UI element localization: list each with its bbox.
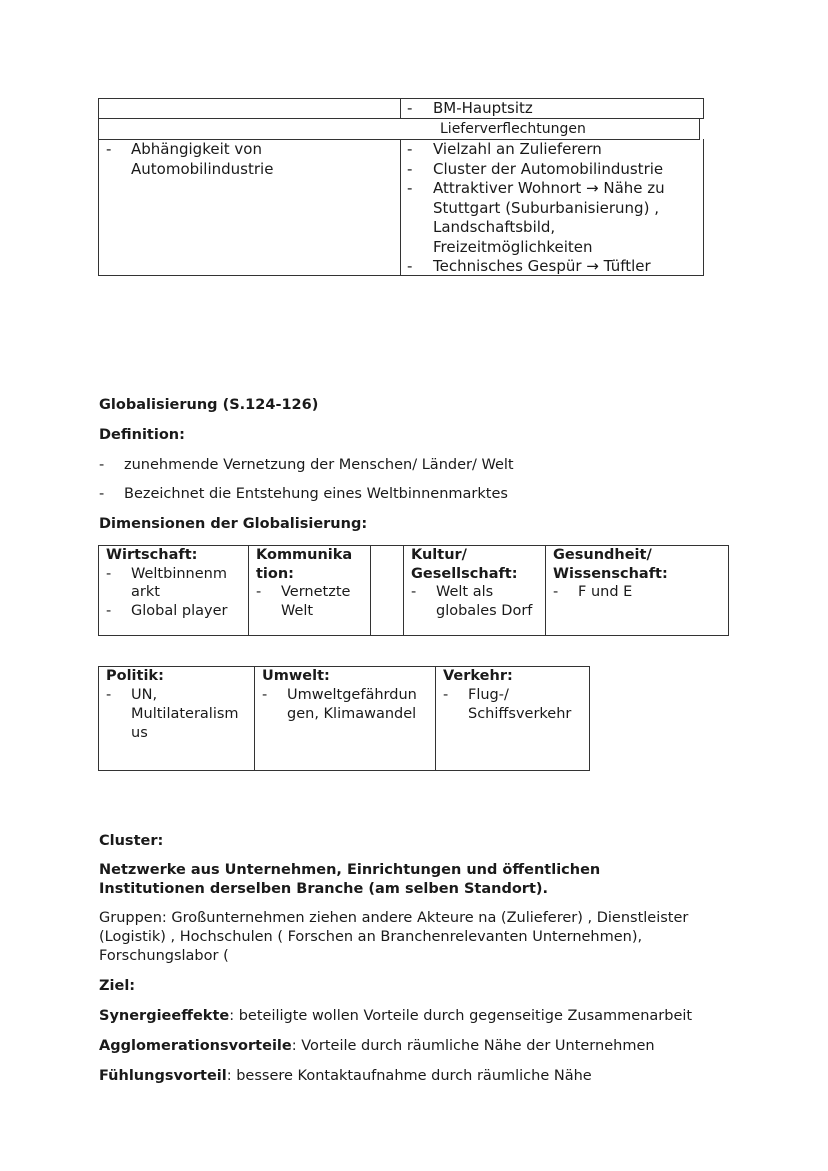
term-text: : Vorteile durch räumliche Nähe der Unternehmen <box>291 1038 655 1054</box>
kommunikation-item-1: Vernetzte Welt <box>281 584 351 619</box>
top-table-dash: - <box>407 179 413 197</box>
top-table-dash: - <box>407 140 413 158</box>
umwelt-item-1: Umweltgefährdun gen, Klimawandel <box>287 687 417 722</box>
gesundheit-head: Gesundheit/ Wissenschaft: <box>553 547 668 582</box>
list-dash: - <box>106 687 112 703</box>
def-item-2: Bezeichnet die Entstehung eines Weltbinnenmarktes <box>124 486 508 502</box>
cluster-groups: Gruppen: Großunternehmen ziehen andere Akteure na (Zulieferer) , Dienstleister (Logistik) , Hochschulen ( Forschen an Branchenrelevanten Unternehmen), Forschungslabor ( <box>99 910 689 964</box>
dimensions-label: Dimensionen der Globalisierung: <box>99 516 368 532</box>
term: Synergieeffekte <box>99 1008 230 1024</box>
right-item-4: Technisches Gespür → Tüftler <box>433 257 651 275</box>
politik-item-1: UN, Multilateralism us <box>131 687 239 741</box>
right-item-1: Vielzahl an Zulieferern <box>433 140 602 158</box>
list-dash: - <box>553 584 559 600</box>
kultur-item-1: Welt als globales Dorf <box>436 584 533 619</box>
definition-label: Definition: <box>99 427 185 443</box>
top-table-dash: - <box>407 99 413 117</box>
def-item-1: zunehmende Vernetzung der Menschen/ Länder/ Welt <box>124 457 514 473</box>
gesundheit-item-1: F und E <box>578 584 633 600</box>
cluster-label: Cluster: <box>99 833 164 849</box>
term-text: : beteiligte wollen Vorteile durch gegenseitige Zusammenarbeit <box>229 1008 693 1024</box>
term-text: : bessere Kontaktaufnahme durch räumliche Nähe <box>226 1068 592 1084</box>
lieferverflechtungen: Lieferverflechtungen <box>440 121 586 137</box>
list-dash: - <box>256 584 262 600</box>
def-dash: - <box>99 486 105 502</box>
bm-hauptsitz: BM-Hauptsitz <box>433 99 533 117</box>
kommunikation-head: Kommunika tion: <box>256 547 353 582</box>
list-dash: - <box>411 584 417 600</box>
ziel-label: Ziel: <box>99 978 136 994</box>
fuehlung-line <box>99 1067 592 1086</box>
right-item-2: Cluster der Automobilindustrie <box>433 159 664 178</box>
list-dash: - <box>106 602 112 619</box>
verkehr-item-1: Flug-/ Schiffsverkehr <box>468 687 572 722</box>
top-table-dash: - <box>407 159 413 178</box>
agglomeration-line <box>99 1037 655 1056</box>
umwelt-head: Umwelt: <box>262 668 330 684</box>
left-item: Abhängigkeit von Automobilindustrie <box>131 140 274 178</box>
kultur-head: Kultur/ Gesellschaft: <box>411 547 518 582</box>
cluster-definition: Netzwerke aus Unternehmen, Einrichtungen und öffentlichen Institutionen derselben Branche (am selben Standort). <box>99 862 601 897</box>
def-dash: - <box>99 457 105 473</box>
verkehr-head: Verkehr: <box>443 668 513 684</box>
top-table-dash: - <box>106 140 112 158</box>
list-dash: - <box>106 565 112 582</box>
synergie-line <box>99 1007 692 1026</box>
list-dash: - <box>262 687 268 703</box>
glob-title: Globalisierung (S.124-126) <box>99 397 319 413</box>
top-table-dash: - <box>407 257 413 275</box>
wirtschaft-item-1: Weltbinnenm arkt <box>131 565 227 600</box>
term: Fühlungsvorteil <box>99 1068 227 1084</box>
list-dash: - <box>443 687 449 703</box>
politik-head: Politik: <box>106 668 164 684</box>
wirtschaft-head: Wirtschaft: <box>106 547 198 563</box>
wirtschaft-item-2: Global player <box>131 602 228 619</box>
right-item-3: Attraktiver Wohnort → Nähe zu Stuttgart (Suburbanisierung) , Landschaftsbild, Freizeitmöglichkeiten <box>433 179 665 256</box>
term: Agglomerationsvorteile <box>99 1038 292 1054</box>
